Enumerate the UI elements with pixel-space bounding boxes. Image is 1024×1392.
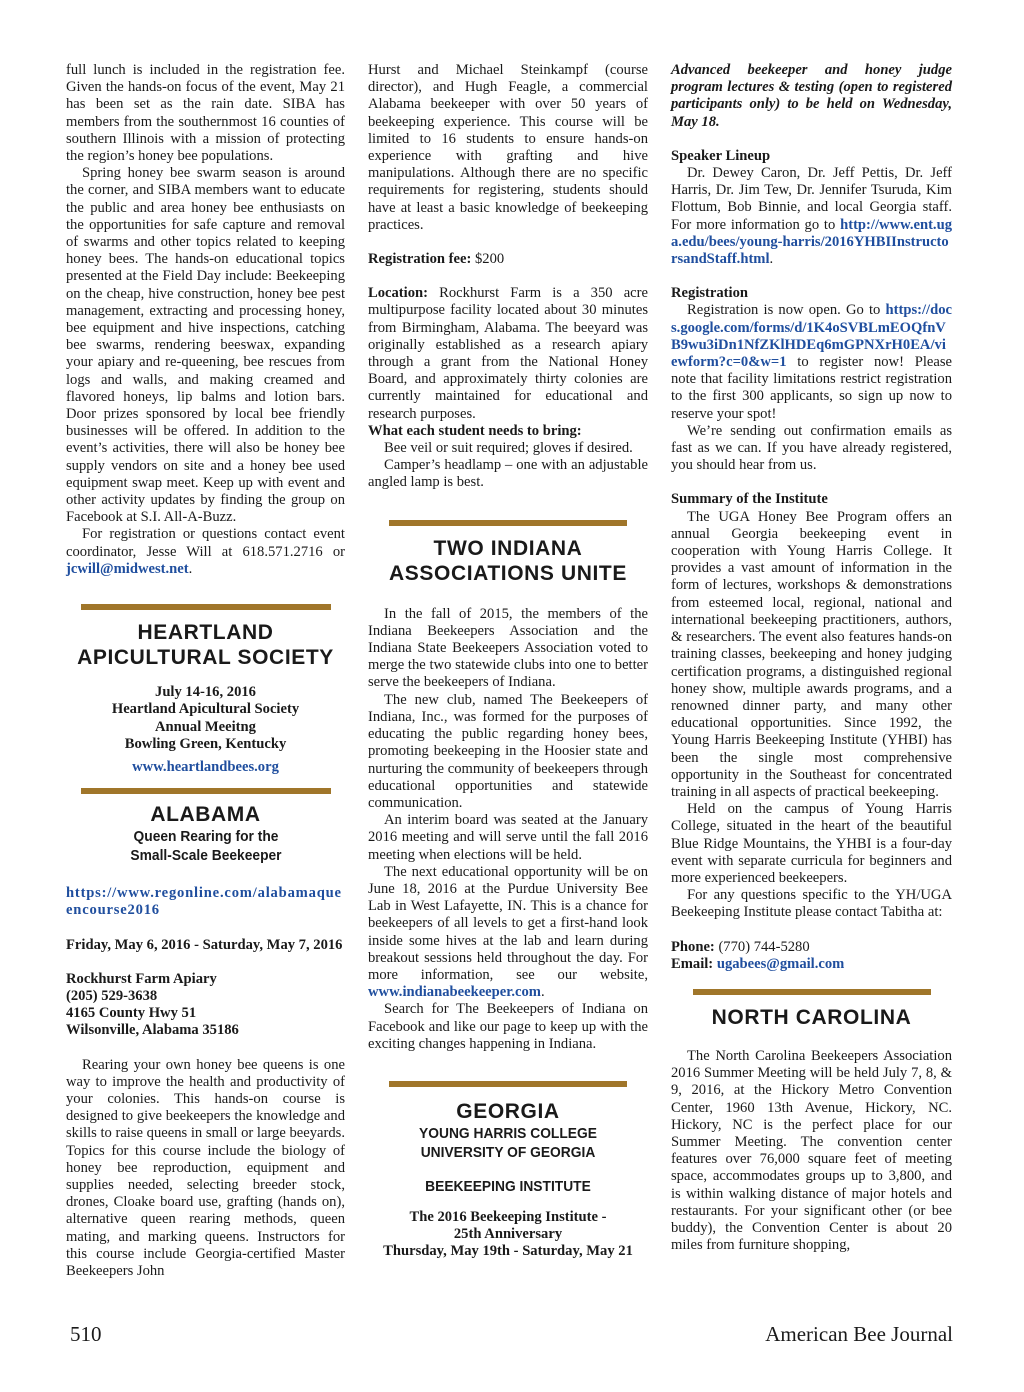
georgia-summary-1: The UGA Honey Bee Program offers an annual Georgia beekeeping event in cooperation with Young Harris College. It provides a vast amount of information in the form of lectures, workshops & demonstrations from esteemed local, regional, national and international beekeeping practitioners, authors, & researchers. The event also features hands-on training classes, beekeeping and honey judging certification programs, a distinguished regional honey show, multiple awards programs, and a renowned dinner party, and many other educational opportunities. Since 1992, the Young Harris Beekeeping Institute (YHBI) has been the single most comprehensive opportunity in the Southeast for concentrated training in all aspects of practical beekeeping. (671, 508, 952, 800)
siba-paragraph-1: full lunch is included in the registration fee. Given the hands-on focus of the event, May 21 has been set as the rain date. SIBA has members from the southernmost 16 counties of southern Illinois with a mission of protecting the region’s honey bee populations. (66, 62, 345, 165)
section-divider (389, 1081, 627, 1087)
indiana-paragraph-5: Search for The Beekeepers of Indiana on Facebook and like our page to keep up with the exciting changes happening in Indiana. (368, 1001, 648, 1052)
georgia-summary-2: Held on the campus of Young Harris College, situated in the heart of the beautiful Blue Ridge Mountains, the YHBI is a four-day event with separate curricula for beginners and more experienced beekeepers. (671, 801, 952, 886)
georgia-subheading-3: BEEKEEPING INSTITUTE (425, 1177, 591, 1195)
alabama-subheading: Queen Rearing for the Small-Scale Beekeeper (129, 828, 282, 865)
indiana-paragraph-1: In the fall of 2015, the members of the Indiana Beekeepers Association and the Indiana State Beekeepers Association voted to merge the two statewide clubs into one to better serve the beekeepers of Indiana. (368, 605, 648, 691)
alabama-needs-1: Bee veil or suit required; gloves if desired. (384, 440, 633, 457)
journal-name: American Bee Journal (765, 1322, 953, 1346)
alabama-fee: Registration fee: $200 (368, 251, 505, 268)
alabama-needs-2: Camper’s headlamp – one with an adjustable angled lamp is best. (368, 457, 648, 491)
column-1 (66, 62, 345, 1280)
heartland-heading: HEARTLAND APICULTURAL SOCIETY (77, 621, 334, 670)
alabama-body: Rearing your own honey bee queens is one way to improve the health and productivity of your colonies. This hands-on course is designed to give beekeepers the knowledge and skills to raise queens in small or large beeyards. Topics for this course include the biology of honey bee reproduction, equipment and supplies needed, selecting breeder stock, drones, Cloake board use, grafting (hands on), alternative queen rearing methods, queen mating, and marking queens. Instructors for this course include Georgia-certified Master Beekeepers John (66, 1056, 345, 1279)
georgia-heading: GEORGIA (456, 1099, 560, 1123)
alabama-body-continued: Hurst and Michael Steinkampf (course director), and Hugh Feagle, a commercial Alabama beekeeper with over 50 years of beekeeping experience. This course will be limited to 16 students to ensure hands-on experience with grafting and hive manipulations. Although there are no specific requirements for registering, students should have at least a basic knowledge of beekeeping practices. (368, 62, 648, 233)
alabama-heading: ALABAMA (150, 803, 261, 827)
georgia-registration-link[interactable]: https://docs.google.com/forms/d/1K4oSVBLmEOQfnVB9wu3iDn1NfZKlHDEq6mGPNXrH0EA/viewform?c=0&w=1 (671, 302, 952, 371)
section-divider (81, 604, 331, 610)
indiana-paragraph-4: The next educational opportunity will be on June 18, 2016 at the Purdue University Bee Lab in West Lafayette, IN. This is a chance for beekeepers of all levels to get a first-hand look inside some hives at the lab and learn during breakout sessions held throughout the day. For more information, see our website, www.indianabeekeeper.com. (368, 863, 648, 1001)
section-divider (693, 989, 931, 995)
column-2 (368, 62, 648, 1261)
heartland-website-link[interactable]: www.heartlandbees.org (132, 758, 279, 775)
georgia-summary-label: Summary of the Institute (671, 491, 828, 508)
georgia-subheading-1: YOUNG HARRIS COLLEGE (419, 1124, 597, 1142)
alabama-dates: Friday, May 6, 2016 - Saturday, May 7, 2016 (66, 936, 343, 953)
georgia-summary-3: For any questions specific to the YH/UGA Beekeeping Institute please contact Tabitha at: (671, 887, 952, 921)
georgia-registration-label: Registration (671, 285, 749, 302)
siba-email-link[interactable]: jcwill@midwest.net (66, 560, 189, 577)
heartland-details: July 14-16, 2016 Heartland Apicultural Society Annual Meeitng Bowling Green, Kentucky www.heartlandbees.org (111, 684, 300, 775)
alabama-registration-link[interactable]: https://www.regonline.com/alabamaqueencourse2016 (66, 885, 342, 919)
siba-paragraph-3: For registration or questions contact event coordinator, Jesse Will at 618.571.2716 or jcwill@midwest.net. (66, 526, 345, 577)
georgia-registration: Registration is now open. Go to https://docs.google.com/forms/d/1K4oSVBLmEOQfnVB9wu3iDn1NfZKlHDEq6mGPNXrH0EA/viewform?c=0&w=1 to register now! Please note that facility limitations restrict registration to the first 300 applicants, so sign up now to reserve your spot! (671, 302, 952, 422)
indiana-paragraph-2: The new club, named The Beekeepers of Indiana, Inc., was formed for the purposes of educating the public regarding honey bees, promoting beekeeping in the Hoosier state and nurturing the community of beekeepers through educational opportunities and statewide communication. (368, 691, 648, 811)
georgia-speaker-label: Speaker Lineup (671, 147, 771, 164)
section-divider (389, 520, 627, 526)
section-divider (81, 788, 331, 794)
georgia-email-link[interactable]: ugabees@gmail.com (716, 955, 845, 972)
alabama-location: Location: Rockhurst Farm is a 350 acre multipurpose facility located about 30 minutes from Birmingham, Alabama. The beeyard was originally established as a research apiary through a grant from the National Honey Board, and approximately thirty colonies are currently maintained for educational and research purposes. (368, 285, 648, 422)
north-carolina-body: The North Carolina Beekeepers Association 2016 Summer Meeting will be held July 7, 8, & 9, 2016, at the Hickory Metro Convention Center, 1960 13th Avenue, Hickory, NC. Hickory, NC is the perfect place for our Summer Meeting. The convention center features over 76,000 square feet of meeting space, accommodates groups up to 3,800, and is within walking distance of major hotels and restaurants. For your significant other (or bee buddy), the Convention Center is about 20 miles from furniture shopping, (671, 1047, 952, 1254)
page-number: 510 (70, 1322, 102, 1346)
siba-paragraph-2: Spring honey bee swarm season is around the corner, and SIBA members want to educate the public and area honey bee enthusiasts on the opportunities for safe capture and removal of swarms and other topics related to keeping honey bees. The hands-on educational topics presented at the Field Day include: Beekeeping on the cheap, hive construction, honey bee pest management, extracting and processing honey, bee equipment and hive inspections, catching bee swarms, rendering beeswax, expanding your apiary and re-queening, bee rescues from logs and walls, and making creamed and flavored honeys, lip balms and lotion bars. Door prizes sponsored by local bee friendly businesses will be offered. In addition to the event’s activities, there will also be honey bee supply vendors on site and a honey bee used equipment swap meet. Keep up with event and other activity updates by finding the group on Facebook at S.I. All-A-Buzz. (66, 165, 345, 526)
alabama-address: Rockhurst Farm Apiary (205) 529-3638 4165 County Hwy 51 Wilsonville, Alabama 35186 (66, 970, 239, 1039)
georgia-subheading-2: UNIVERSITY OF GEORGIA (420, 1143, 596, 1161)
georgia-email: Email: ugabees@gmail.com (671, 955, 845, 972)
georgia-note: Advanced beekeeper and honey judge program lectures & testing (open to registered participants only) to be held on Wednesday, May 18. (671, 62, 952, 130)
georgia-registration-2: We’re sending out confirmation emails as fast as we can. If you have already registered, you should hear from us. (671, 422, 952, 474)
georgia-speakers-link[interactable]: http://www.ent.uga.edu/bees/young-harris/2016YHBIInstructorsandStaff.html (671, 216, 952, 268)
georgia-event: The 2016 Beekeeping Institute - 25th Anniversary Thursday, May 19th - Saturday, May 21 (383, 1208, 633, 1260)
alabama-needs-label: What each student needs to bring: (368, 422, 582, 439)
column-3 (671, 62, 952, 1254)
georgia-speakers: Dr. Dewey Caron, Dr. Jeff Pettis, Dr. Jeff Harris, Dr. Jim Tew, Dr. Jennifer Tsuruda, Kim Flottum, Bob Binnie, and local Georgia staff. For more information go to http://www.ent.uga.edu/bees/young-harris/2016YHBIInstructorsandStaff.html. (671, 165, 952, 268)
indiana-website-link[interactable]: www.indianabeekeeper.com (368, 984, 541, 1001)
georgia-phone: Phone: (770) 744-5280 (671, 938, 810, 955)
indiana-paragraph-3: An interim board was seated at the January 2016 meeting and will serve until the fall 2016 meeting when elections will be held. (368, 812, 648, 863)
north-carolina-heading: NORTH CAROLINA (711, 1005, 912, 1029)
indiana-heading: TWO INDIANA ASSOCIATIONS UNITE (389, 536, 627, 585)
